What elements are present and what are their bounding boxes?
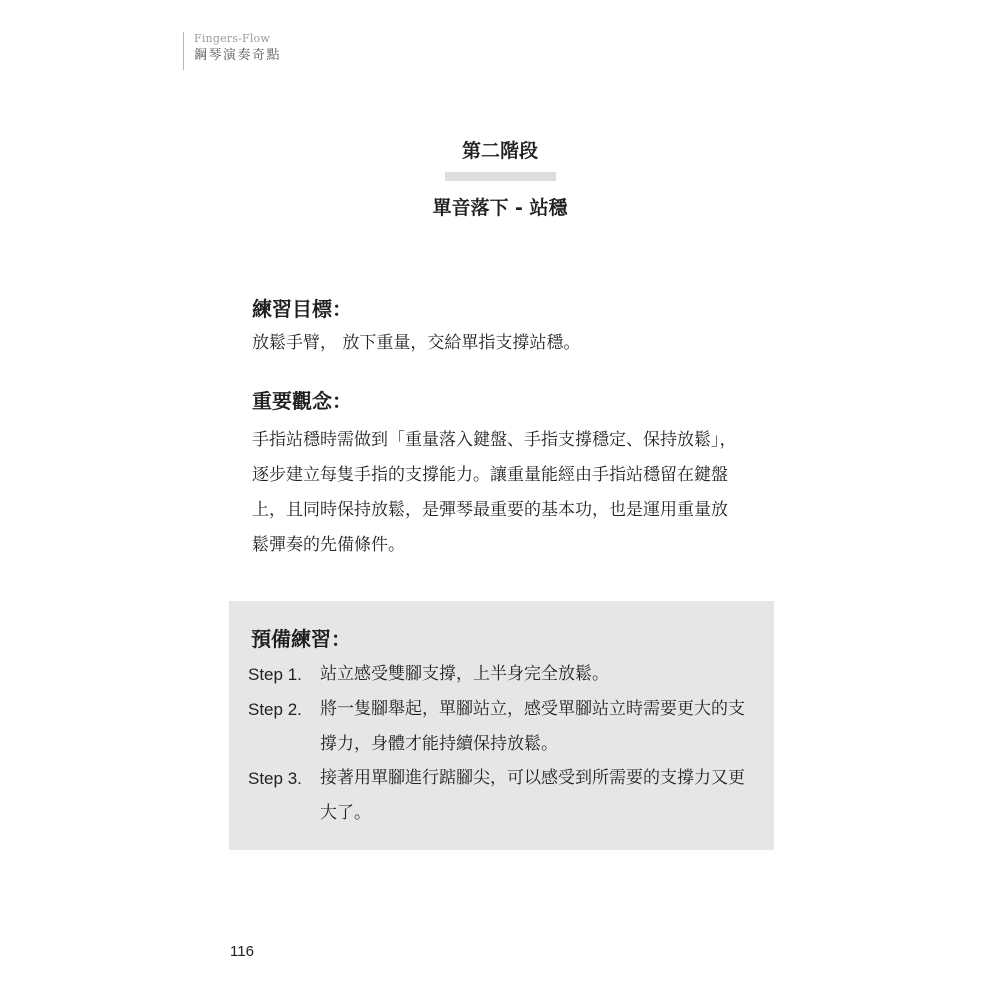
stage-subtitle: 單音落下 - 站穩: [432, 197, 568, 219]
concept-line: 逐步建立每隻手指的支撐能力。讓重量能經由手指站穩留在鍵盤: [252, 465, 728, 485]
step-label: Step 2.: [248, 700, 302, 719]
preparation-heading: 預備練習：: [251, 627, 351, 651]
concept-line: 上，且同時保持放鬆，是彈琴最重要的基本功，也是運用重量放: [252, 500, 728, 520]
concept-heading: 重要觀念：: [252, 389, 352, 413]
step-text-line: 站立感受雙腳支撐，上半身完全放鬆。: [320, 664, 609, 684]
preparation-box: [229, 601, 774, 850]
concept-line: 手指站穩時需做到「重量落入鍵盤、手指支撐穩定、保持放鬆」，: [252, 430, 737, 450]
step-label: Step 3.: [248, 769, 302, 788]
step-item-1: [248, 657, 768, 692]
goal-heading: 練習目標：: [252, 297, 352, 321]
concept-paragraph: [252, 423, 752, 563]
series-title-en: Fingers-Flow: [194, 32, 270, 45]
goal-text: 放鬆手臂， 放下重量，交給單指支撐站穩。: [252, 333, 581, 353]
concept-line: 鬆彈奏的先備條件。: [252, 535, 405, 555]
step-text-line: 將一隻腳舉起，單腳站立，感受單腳站立時需要更大的支: [320, 699, 745, 719]
step-item-3: [248, 761, 768, 831]
title-divider-bar: [445, 172, 556, 181]
running-header: [183, 32, 281, 70]
step-item-2: [248, 692, 768, 762]
page-number: 116: [230, 943, 254, 960]
series-title-zh: 鋼琴演奏奇點: [194, 48, 282, 63]
step-text-line: 接著用單腳進行踮腳尖，可以感受到所需要的支撐力又更: [320, 768, 745, 788]
step-label: Step 1.: [248, 665, 302, 684]
stage-title: 第二階段: [461, 140, 538, 162]
step-text-line: 撐力，身體才能持續保持放鬆。: [320, 734, 558, 754]
step-text-line: 大了。: [320, 803, 371, 823]
